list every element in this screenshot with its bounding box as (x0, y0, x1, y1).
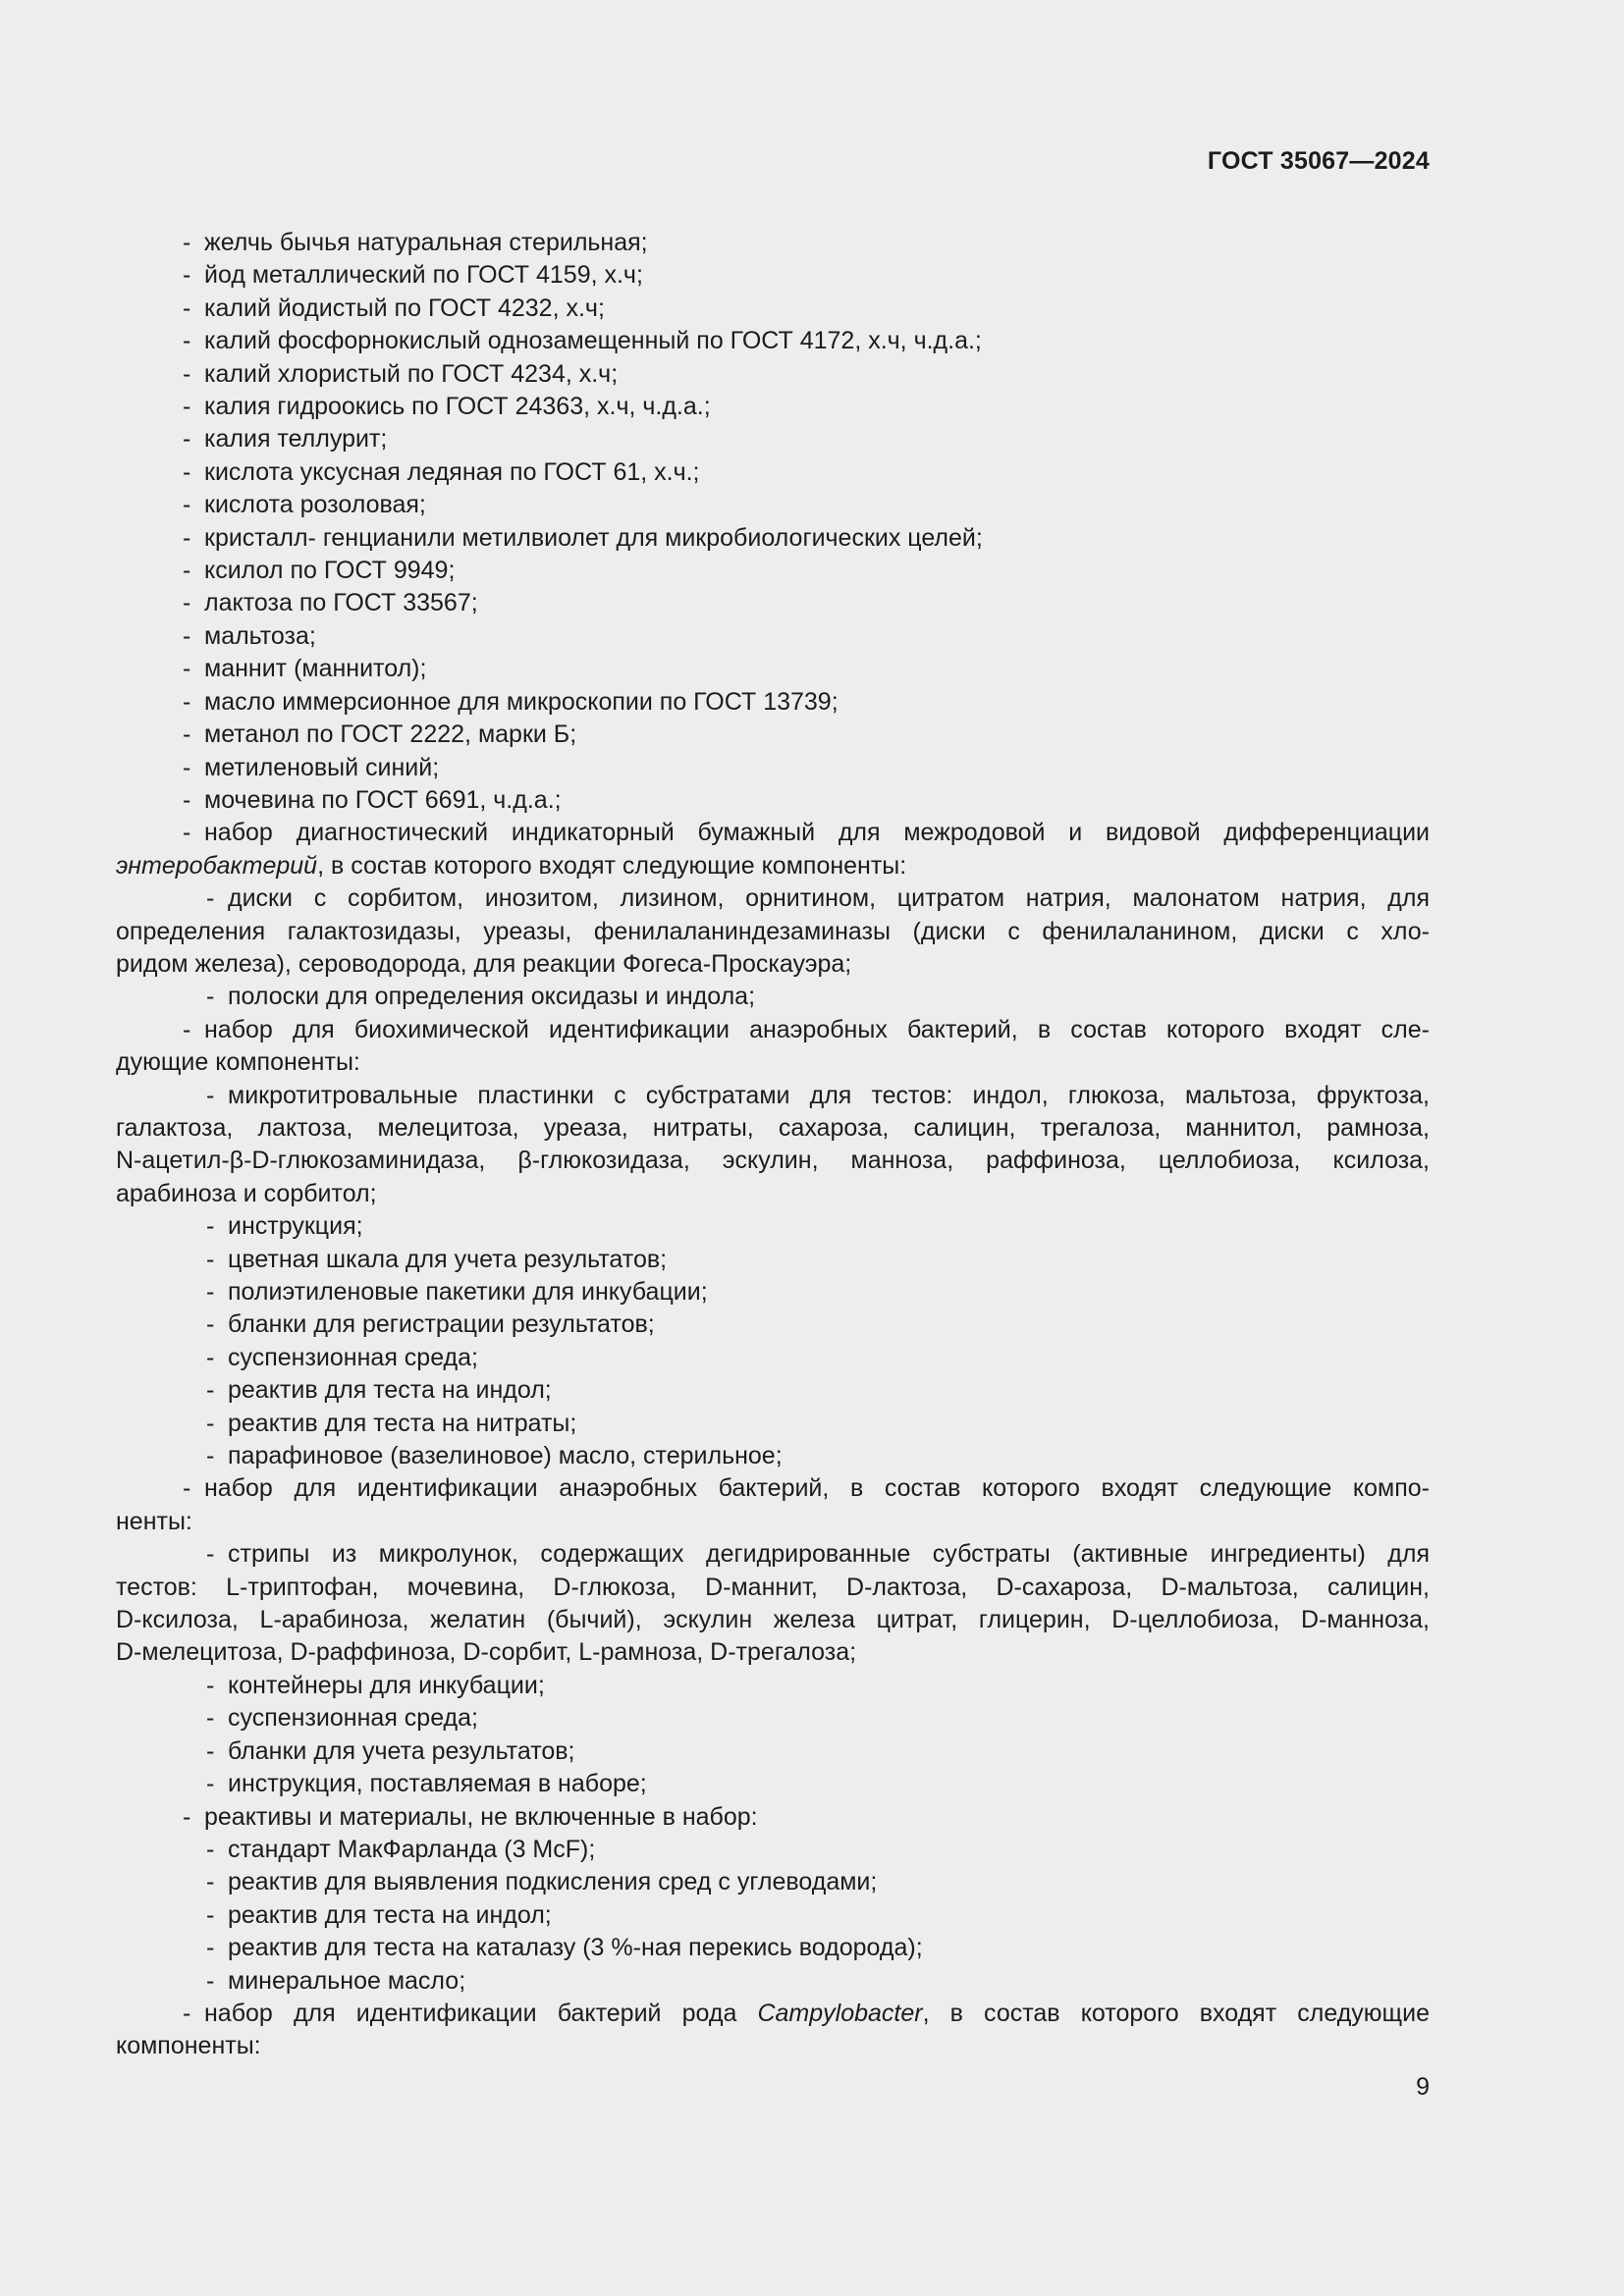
line-text: мальтоза; (204, 621, 316, 650)
list-dash: - (206, 1900, 215, 1929)
list-item (116, 227, 1430, 259)
line-text: набор для биохимической идентификации анаэробных бактерий, в состав которого входят сле- (204, 1015, 1430, 1043)
list-dash: - (206, 1835, 215, 1863)
list-dash: - (183, 557, 191, 585)
line-text: мочевина по ГОСТ 6691, ч.д.а.; (204, 785, 562, 814)
list-item (116, 1014, 1430, 1046)
list-dash: - (206, 1212, 215, 1241)
line-text: определения галактозидазы, уреазы, фенилаланиндезаминазы (диски с фенилаланином, диски с хло- (116, 917, 1430, 945)
list-dash: - (183, 457, 191, 486)
list-item (116, 1472, 1430, 1505)
line-text: тестов: L-триптофан, мочевина, D-глюкоза, D-маннит, D-лактоза, D-сахароза, D-мальтоза, салицин, (116, 1573, 1430, 1601)
list-item (116, 620, 1430, 653)
line-text: полиэтиленовые пакетики для инкубации; (228, 1278, 708, 1306)
line-text: ненты: (116, 1507, 192, 1535)
list-dash: - (206, 1245, 215, 1273)
line-text: полоски для определения оксидазы и индола; (228, 983, 756, 1011)
list-dash: - (183, 687, 191, 716)
list-item (116, 1998, 1430, 2030)
list-dash: - (206, 1736, 215, 1765)
list-item (116, 1899, 1430, 1932)
line-text: кислота уксусная ледяная по ГОСТ 61, х.ч.; (204, 457, 700, 486)
line-text: парафиновое (вазелиновое) масло, стерильное; (228, 1442, 783, 1470)
text-line (116, 2030, 1430, 2062)
list-item (116, 423, 1430, 455)
list-item (116, 1735, 1430, 1768)
line-text: арабиноза и сорбитол; (116, 1179, 377, 1207)
list-item (116, 1801, 1430, 1834)
list-item (116, 489, 1430, 521)
line-text: инструкция; (228, 1212, 363, 1241)
list-item (116, 1308, 1430, 1341)
list-dash: - (183, 393, 191, 421)
list-dash: - (206, 1081, 215, 1109)
line-text: компоненты: (116, 2032, 261, 2060)
line-text: D-ксилоза, L-арабиноза, желатин (бычий), эскулин железа цитрат, глицерин, D-целлобиоза, D-манноза, (116, 1606, 1430, 1634)
list-dash: - (183, 589, 191, 617)
line-text: диски с сорбитом, инозитом, лизином, орнитином, цитратом натрия, малонатом натрия, для (228, 884, 1430, 913)
list-dash: - (183, 261, 191, 290)
line-text: кислота розоловая; (204, 491, 426, 519)
line-text: N-ацетил-β-D-глюкозаминидаза, β-глюкозидаза, эскулин, манноза, раффиноза, целлобиоза, ксилоза, (116, 1147, 1430, 1175)
line-text: суспензионная среда; (228, 1704, 478, 1733)
list-dash: - (183, 721, 191, 749)
list-item (116, 1866, 1430, 1898)
line-text: галактоза, лактоза, мелецитоза, уреаза, нитраты, сахароза, салицин, трегалоза, маннитол, рамноза, (116, 1113, 1430, 1142)
line-text: стрипы из микролунок, содержащих дегидрированные субстраты (активные ингредиенты) для (228, 1540, 1430, 1569)
list-item (116, 1244, 1430, 1276)
line-text: реактив для теста на каталазу (3 %-ная перекись водорода); (228, 1934, 923, 1962)
text-line (116, 1046, 1430, 1079)
list-item (116, 358, 1430, 391)
list-dash: - (206, 1934, 215, 1962)
list-item (116, 784, 1430, 817)
list-dash: - (206, 1868, 215, 1896)
line-text: микротитровальные пластинки с субстратами для тестов: индол, глюкоза, мальтоза, фруктоза, (228, 1081, 1430, 1109)
list-dash: - (206, 1278, 215, 1306)
line-text: , в состав которого входят следующие компоненты: (317, 851, 907, 880)
italic-term: энтеробактерий (116, 851, 318, 880)
text-line (116, 1506, 1430, 1538)
line-text: цветная шкала для учета результатов; (228, 1245, 668, 1273)
line-text: реактив для теста на индол; (228, 1900, 552, 1929)
line-text: йод металлический по ГОСТ 4159, х.ч; (204, 261, 643, 290)
list-dash: - (206, 1770, 215, 1798)
list-item (116, 1342, 1430, 1374)
list-dash: - (206, 1704, 215, 1733)
line-text: кристалл- генцианили метилвиолет для микробиологических целей; (204, 523, 983, 552)
list-dash: - (206, 884, 215, 913)
list-dash: - (183, 294, 191, 322)
line-text: бланки для учета результатов; (228, 1736, 575, 1765)
list-dash: - (183, 621, 191, 650)
text-line (116, 1178, 1430, 1210)
list-item (116, 522, 1430, 555)
line-text: масло иммерсионное для микроскопии по ГОСТ 13739; (204, 687, 839, 716)
line-text: калий хлористый по ГОСТ 4234, х.ч; (204, 359, 619, 388)
line-text: метиленовый синий; (204, 753, 440, 781)
text-line (116, 850, 1430, 882)
list-dash: - (183, 1474, 191, 1503)
page-number: 9 (1416, 2073, 1430, 2101)
text-line (116, 948, 1430, 981)
line-text: реактив для теста на индол; (228, 1376, 552, 1405)
list-item (116, 456, 1430, 489)
line-text: калия гидроокись по ГОСТ 24363, х.ч, ч.д.а.; (204, 393, 711, 421)
list-dash: - (183, 655, 191, 683)
text-line (116, 916, 1430, 948)
list-item (116, 686, 1430, 719)
list-dash: - (183, 753, 191, 781)
list-dash: - (183, 1999, 191, 2027)
list-dash: - (183, 491, 191, 519)
line-text: калия теллурит; (204, 425, 388, 454)
list-dash: - (206, 1966, 215, 1995)
italic-term: Campylobacter (757, 1999, 923, 2027)
line-text: лактоза по ГОСТ 33567; (204, 589, 478, 617)
text-line (116, 1604, 1430, 1636)
line-text: набор для идентификации анаэробных бактерий, в состав которого входят следующие компо- (204, 1474, 1430, 1503)
list-item (116, 1932, 1430, 1964)
line-text: реактив для выявления подкисления сред с углеводами; (228, 1868, 878, 1896)
text-line (116, 1572, 1430, 1604)
list-item (116, 1408, 1430, 1440)
list-dash: - (206, 1343, 215, 1371)
list-dash: - (206, 1442, 215, 1470)
list-item (116, 1538, 1430, 1571)
list-item (116, 719, 1430, 751)
list-dash: - (206, 1310, 215, 1339)
list-item (116, 1834, 1430, 1866)
list-item (116, 1965, 1430, 1998)
list-dash: - (183, 229, 191, 256)
list-dash: - (206, 1376, 215, 1405)
list-dash: - (206, 983, 215, 1011)
list-item (116, 1374, 1430, 1407)
list-item (116, 1210, 1430, 1243)
list-item (116, 653, 1430, 685)
line-text: набор диагностический индикаторный бумажный для межродовой и видовой дифференциации (204, 819, 1430, 847)
line-text: ксилол по ГОСТ 9949; (204, 557, 456, 585)
list-item (116, 1276, 1430, 1308)
line-text: минеральное масло; (228, 1966, 466, 1995)
text-line (116, 1145, 1430, 1177)
line-text: D-мелецитоза, D-раффиноза, D-сорбит, L-рамноза, D-трегалоза; (116, 1638, 857, 1667)
text-line (116, 1112, 1430, 1145)
list-item (116, 1768, 1430, 1800)
line-text: , в состав которого входят следующие (922, 1999, 1430, 2027)
line-text: набор для идентификации бактерий рода (204, 1999, 758, 2027)
line-text: инструкция, поставляемая в наборе; (228, 1770, 647, 1798)
list-item (116, 981, 1430, 1013)
line-text: желчь бычья натуральная стерильная; (204, 229, 648, 256)
list-item (116, 259, 1430, 292)
list-item (116, 752, 1430, 784)
line-text: бланки для регистрации результатов; (228, 1310, 655, 1339)
list-dash: - (183, 819, 191, 847)
line-text: калий йодистый по ГОСТ 4232, х.ч; (204, 294, 605, 322)
list-dash: - (183, 785, 191, 814)
list-item (116, 325, 1430, 357)
line-text: калий фосфорнокислый однозамещенный по ГОСТ 4172, х.ч, ч.д.а.; (204, 327, 982, 355)
list-dash: - (183, 425, 191, 454)
list-item (116, 587, 1430, 619)
line-text: дующие компоненты: (116, 1048, 360, 1077)
list-dash: - (206, 1409, 215, 1437)
list-dash: - (183, 1802, 191, 1831)
list-item (116, 391, 1430, 423)
line-text: суспензионная среда; (228, 1343, 478, 1371)
list-dash: - (206, 1540, 215, 1569)
list-item (116, 882, 1430, 915)
list-item (116, 1670, 1430, 1702)
list-item (116, 1702, 1430, 1735)
line-text: метанол по ГОСТ 2222, марки Б; (204, 721, 577, 749)
line-text: реактивы и материалы, не включенные в набор: (204, 1802, 758, 1831)
document-body (116, 227, 1430, 2063)
list-item (116, 293, 1430, 325)
list-item (116, 817, 1430, 849)
list-dash: - (183, 359, 191, 388)
list-dash: - (183, 327, 191, 355)
line-text: контейнеры для инкубации; (228, 1671, 545, 1699)
list-dash: - (206, 1671, 215, 1699)
document-header: ГОСТ 35067—2024 (1207, 147, 1430, 175)
list-item (116, 555, 1430, 587)
line-text: стандарт МакФарланда (3 McF); (228, 1835, 596, 1863)
list-item (116, 1080, 1430, 1112)
text-line (116, 1636, 1430, 1669)
list-dash: - (183, 1015, 191, 1043)
list-item (116, 1440, 1430, 1472)
line-text: реактив для теста на нитраты; (228, 1409, 577, 1437)
list-dash: - (183, 523, 191, 552)
line-text: ридом железа), сероводорода, для реакции Фогеса-Проскауэра; (116, 949, 852, 978)
line-text: маннит (маннитол); (204, 655, 427, 683)
